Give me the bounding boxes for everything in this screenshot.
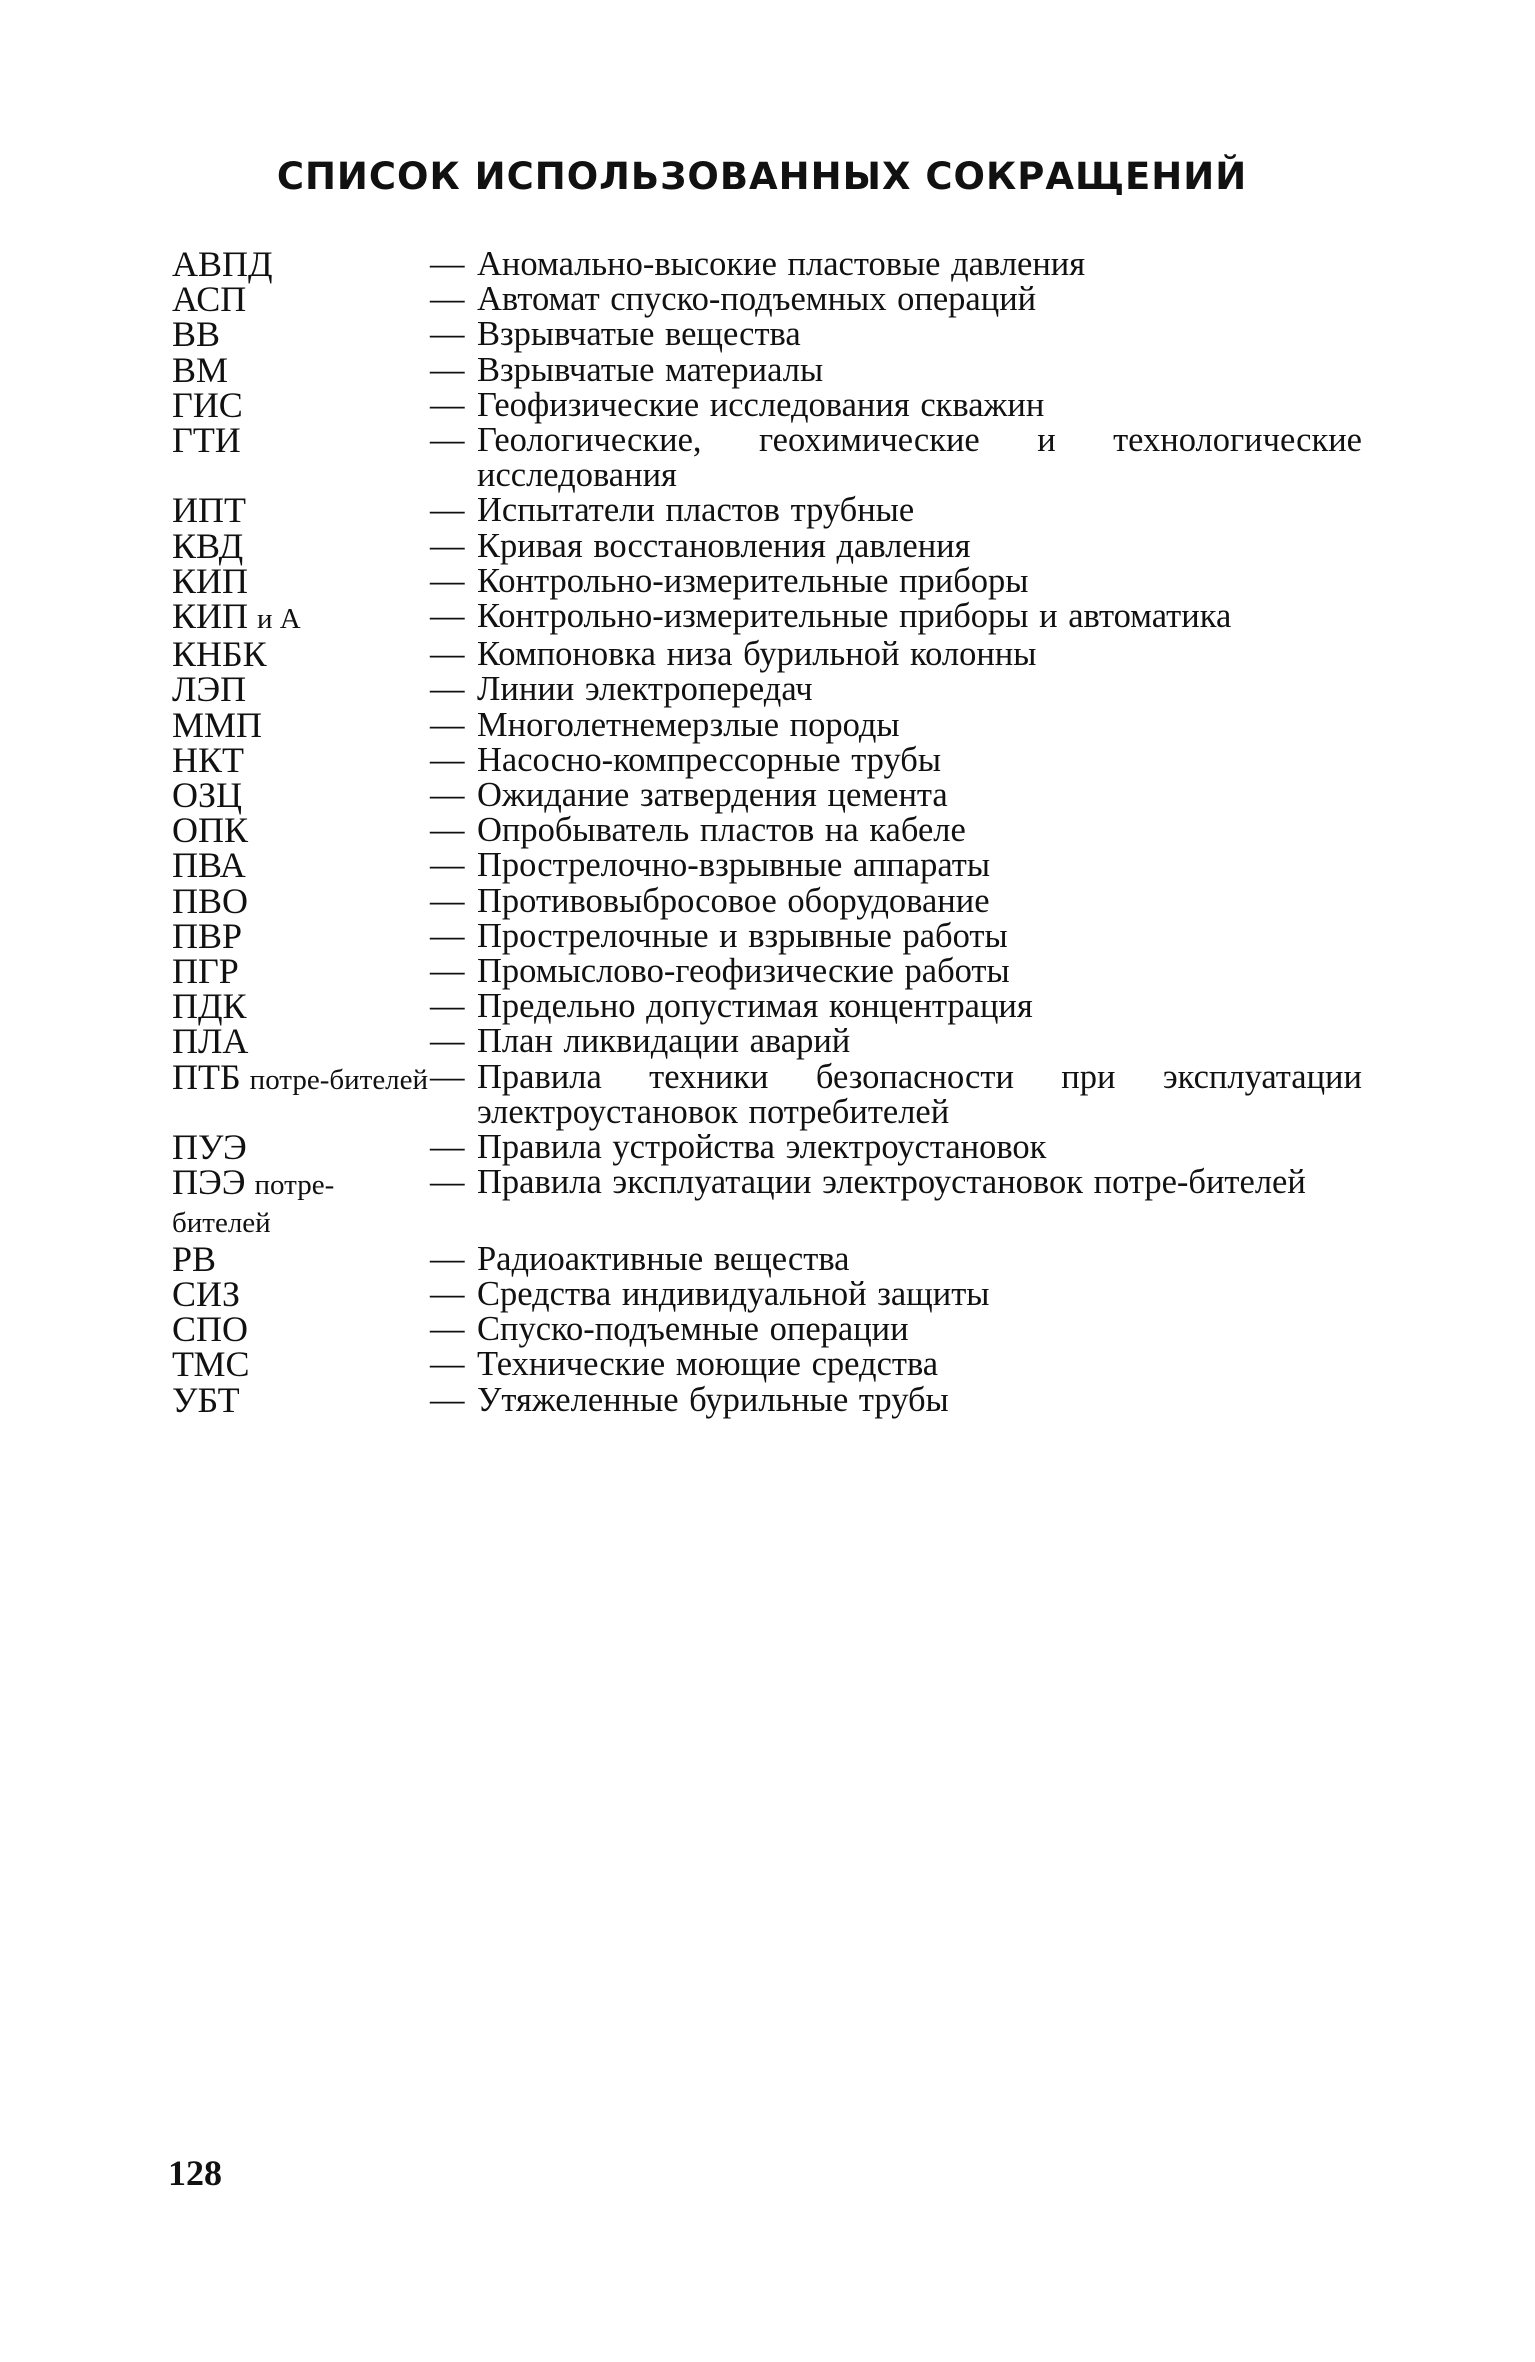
abbreviation-term	[172, 1309, 430, 1350]
abbreviation-term	[172, 810, 430, 851]
abbreviation-code: ГТИ	[172, 420, 241, 461]
abbreviation-code: ПТБ	[172, 1056, 241, 1097]
em-dash: —	[430, 1057, 465, 1096]
abbreviation-entry	[172, 810, 1362, 851]
abbreviation-code: ПВА	[172, 845, 246, 886]
abbreviation-term	[172, 279, 430, 320]
em-dash: —	[430, 526, 465, 565]
abbreviation-code: ТМС	[172, 1344, 250, 1385]
abbreviation-term	[172, 1344, 430, 1385]
em-dash: —	[430, 881, 465, 920]
abbreviation-code: ПУЭ	[172, 1127, 247, 1168]
em-dash: —	[430, 846, 465, 885]
abbreviation-code: ПГР	[172, 951, 239, 992]
abbreviation-code: ОПК	[172, 810, 249, 851]
abbreviation-code: НКТ	[172, 739, 244, 780]
abbreviation-term	[172, 1056, 430, 1098]
abbreviation-description: Автомат спуско-подъемных операций	[477, 280, 1037, 319]
abbreviation-entry	[172, 1309, 1362, 1350]
abbreviation-term	[172, 244, 430, 284]
abbreviation-description: План ликвидации аварий	[477, 1022, 851, 1061]
abbreviation-description: Компоновка низа бурильной колонны	[477, 635, 1037, 674]
abbreviation-description: Взрывчатые вещества	[477, 315, 801, 354]
abbreviation-term	[172, 384, 430, 425]
em-dash: —	[430, 811, 465, 850]
abbreviation-term	[172, 739, 430, 780]
em-dash: —	[430, 1274, 465, 1313]
abbreviation-entry	[172, 384, 1362, 425]
abbreviation-code: АВПД	[172, 244, 273, 284]
abbreviation-entry	[172, 314, 1362, 355]
abbreviation-code: ВМ	[172, 349, 229, 390]
abbreviation-description: Средства индивидуальной защиты	[477, 1274, 990, 1313]
abbreviation-description: Правила устройства электроустановок	[477, 1128, 1047, 1167]
abbreviation-entry	[172, 845, 1362, 886]
abbreviation-entry	[172, 525, 1362, 566]
abbreviation-suffix: потре-бителей	[172, 1169, 335, 1240]
abbreviation-code: ОЗЦ	[172, 775, 243, 816]
abbreviation-description: Аномально-высокие пластовые давления	[477, 245, 1086, 283]
abbreviation-term	[172, 349, 430, 390]
abbreviation-entry	[172, 244, 1362, 284]
abbreviation-code: ПЭЭ	[172, 1162, 246, 1203]
abbreviation-description: Взрывчатые материалы	[477, 350, 824, 389]
abbreviation-code: ГИС	[172, 384, 243, 425]
abbreviation-term	[172, 669, 430, 710]
abbreviation-code: КИП	[172, 596, 249, 637]
abbreviation-code: ПЛА	[172, 1021, 249, 1062]
abbreviation-description: Контрольно-измерительные приборы и автоматика	[477, 597, 1232, 636]
abbreviation-description: Утяжеленные бурильные трубы	[477, 1380, 949, 1419]
abbreviation-description: Испытатели пластов трубные	[477, 491, 915, 530]
abbreviation-description: Спуско-подъемные операции	[477, 1310, 909, 1349]
abbreviation-term	[172, 1127, 430, 1168]
abbreviation-term	[172, 560, 430, 601]
abbreviation-term	[172, 845, 430, 886]
abbreviation-entry	[172, 669, 1362, 710]
abbreviation-entry	[172, 739, 1362, 780]
abbreviation-entry	[172, 1056, 1362, 1131]
abbreviation-code: КВД	[172, 525, 244, 566]
abbreviation-description: Промыслово-геофизические работы	[477, 952, 1010, 991]
abbreviation-term	[172, 986, 430, 1027]
abbreviation-entry	[172, 1238, 1362, 1279]
abbreviation-term	[172, 880, 430, 921]
em-dash: —	[430, 1022, 465, 1061]
em-dash: —	[430, 952, 465, 991]
abbreviation-code: ВВ	[172, 314, 221, 355]
em-dash: —	[430, 421, 465, 460]
abbreviation-description: Предельно допустимая концентрация	[477, 987, 1033, 1026]
abbreviation-code: АСП	[172, 279, 247, 320]
abbreviation-description: Геофизические исследования скважин	[477, 385, 1045, 424]
abbreviation-term	[172, 314, 430, 355]
abbreviation-entry	[172, 349, 1362, 390]
abbreviation-term	[172, 1021, 430, 1062]
abbreviation-entry	[172, 1127, 1362, 1168]
em-dash: —	[430, 597, 465, 636]
em-dash: —	[430, 987, 465, 1026]
em-dash: —	[430, 491, 465, 530]
abbreviation-entry	[172, 1162, 1362, 1241]
abbreviation-entry	[172, 1273, 1362, 1314]
em-dash: —	[430, 1163, 465, 1202]
em-dash: —	[430, 1239, 465, 1278]
abbreviation-suffix: потре-бителей	[249, 1063, 429, 1096]
abbreviation-code: ПДК	[172, 986, 247, 1027]
em-dash: —	[430, 776, 465, 815]
abbreviation-code: ЛЭП	[172, 669, 247, 710]
abbreviation-description: Контрольно-измерительные приборы	[477, 561, 1029, 600]
abbreviation-code: РВ	[172, 1238, 217, 1279]
abbreviation-description: Многолетнемерзлые породы	[477, 705, 900, 744]
em-dash: —	[430, 635, 465, 674]
abbreviation-description: Прострелочно-взрывные аппараты	[477, 846, 991, 885]
abbreviation-description: Прострелочные и взрывные работы	[477, 916, 1008, 955]
abbreviation-description: Опробыватель пластов на кабеле	[477, 811, 966, 850]
em-dash: —	[430, 705, 465, 744]
abbreviation-term	[172, 951, 430, 992]
em-dash: —	[430, 385, 465, 424]
abbreviation-term	[172, 1238, 430, 1279]
abbreviation-entry	[172, 279, 1362, 320]
abbreviation-description: Правила эксплуатации электроустановок потре-бителей	[477, 1163, 1306, 1202]
abbreviation-entry	[172, 775, 1362, 816]
em-dash: —	[430, 740, 465, 779]
abbreviation-list	[172, 244, 1362, 1420]
abbreviation-suffix: и А	[257, 603, 301, 636]
em-dash: —	[430, 245, 465, 283]
abbreviation-entry	[172, 915, 1362, 956]
abbreviation-term	[172, 1273, 430, 1314]
abbreviation-term	[172, 704, 430, 745]
abbreviation-entry	[172, 986, 1362, 1027]
abbreviation-code: КНБК	[172, 634, 267, 675]
abbreviation-description: Радиоактивные вещества	[477, 1239, 850, 1278]
abbreviation-code: ММП	[172, 704, 263, 745]
abbreviation-entry	[172, 490, 1362, 531]
abbreviation-entry	[172, 1021, 1362, 1062]
abbreviation-code: УБТ	[172, 1379, 240, 1420]
abbreviation-description: Технические моющие средства	[477, 1345, 939, 1384]
em-dash: —	[430, 315, 465, 354]
abbreviation-term	[172, 490, 430, 531]
em-dash: —	[430, 561, 465, 600]
abbreviation-code: КИП	[172, 560, 249, 601]
abbreviation-term	[172, 525, 430, 566]
page-title: СПИСОК ИСПОЛЬЗОВАННЫХ СОКРАЩЕНИЙ	[276, 155, 1248, 198]
abbreviation-term	[172, 420, 430, 461]
abbreviation-entry	[172, 420, 1362, 495]
em-dash: —	[430, 1310, 465, 1349]
abbreviation-term	[172, 634, 430, 675]
abbreviation-entry	[172, 1379, 1362, 1420]
em-dash: —	[430, 1128, 465, 1167]
abbreviation-code: ПВО	[172, 880, 249, 921]
abbreviation-description: Геологические, геохимические и технологические исследования	[477, 421, 1362, 495]
abbreviation-entry	[172, 880, 1362, 921]
abbreviation-code: СИЗ	[172, 1273, 241, 1314]
page-number: 128	[168, 2153, 222, 2193]
em-dash: —	[430, 916, 465, 955]
abbreviation-entry	[172, 704, 1362, 745]
abbreviation-term	[172, 1162, 430, 1241]
abbreviation-entry	[172, 596, 1362, 637]
em-dash: —	[430, 280, 465, 319]
em-dash: —	[430, 670, 465, 709]
abbreviation-description: Кривая восстановления давления	[477, 526, 971, 565]
abbreviation-description: Противовыбросовое оборудование	[477, 881, 990, 920]
abbreviation-term	[172, 915, 430, 956]
abbreviation-code: СПО	[172, 1309, 249, 1350]
abbreviation-term	[172, 1379, 430, 1420]
abbreviation-entry	[172, 560, 1362, 601]
abbreviation-description: Линии электропередач	[477, 670, 813, 709]
em-dash: —	[430, 350, 465, 389]
em-dash: —	[430, 1380, 465, 1419]
abbreviation-description: Ожидание затвердения цемента	[477, 776, 948, 815]
abbreviation-term	[172, 596, 430, 637]
abbreviation-description: Правила техники безопасности при эксплуатации электроустановок потребителей	[477, 1057, 1362, 1131]
abbreviation-entry	[172, 634, 1362, 675]
abbreviation-description: Насосно-компрессорные трубы	[477, 740, 942, 779]
abbreviation-entry	[172, 951, 1362, 992]
abbreviation-entry	[172, 1344, 1362, 1385]
em-dash: —	[430, 1345, 465, 1384]
abbreviation-code: ПВР	[172, 915, 243, 956]
abbreviation-term	[172, 775, 430, 816]
abbreviation-code: ИПТ	[172, 490, 246, 531]
